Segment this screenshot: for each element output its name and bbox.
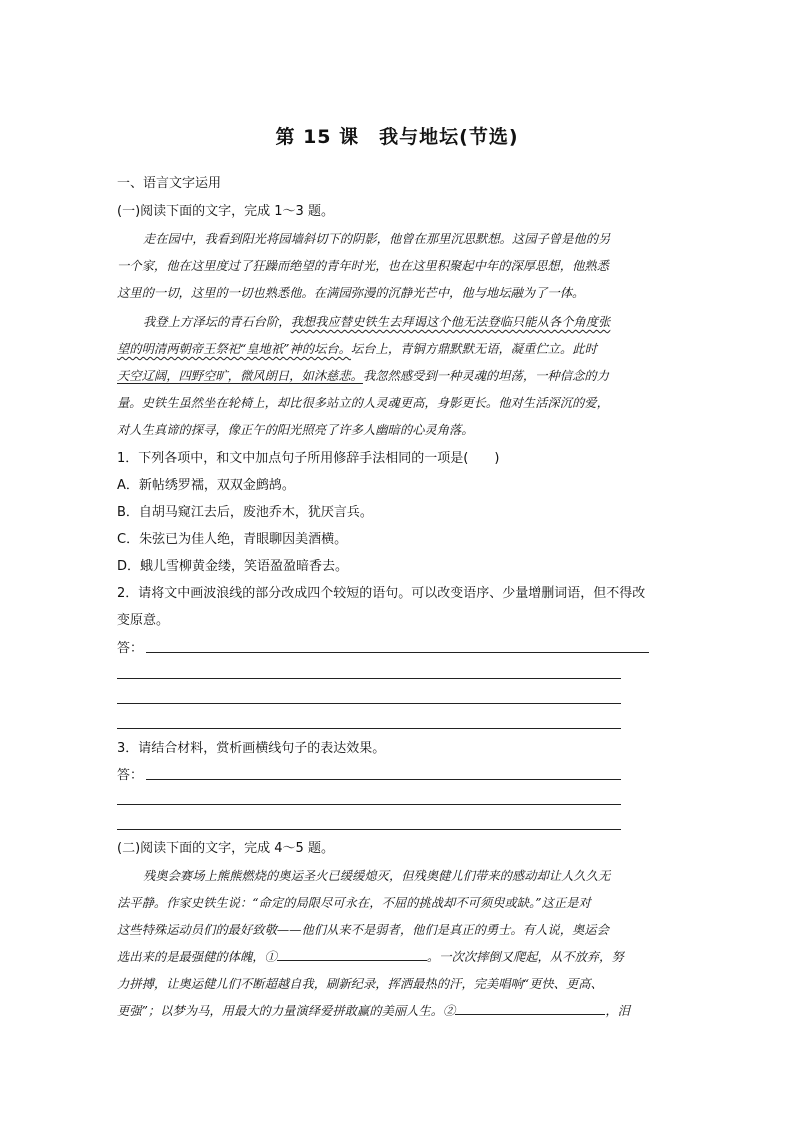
- option-d: D．蛾儿雪柳黄金缕，笑语盈盈暗香去。: [117, 559, 349, 574]
- plain-text: 更强”；以梦为马，用最大的力量演绎爱拼敢赢的美丽人生。②: [117, 1004, 456, 1018]
- page-title: 第 15 课 我与地坛(节选): [275, 126, 519, 148]
- passage-line: [117, 1001, 682, 1019]
- passage-line: [117, 947, 682, 965]
- passage-line: 一个家，他在这里度过了狂躁而绝望的青年时光，也在这里积聚起中年的深厚思想，他熟悉: [117, 259, 609, 273]
- option-c: C．朱弦已为佳人绝，青眼聊因美酒横。: [117, 532, 348, 547]
- answer-line[interactable]: [117, 804, 621, 805]
- fill-blank-2[interactable]: [455, 1003, 605, 1015]
- wavy-underlined-text: 我想我应替史铁生去拜谒这个他无法登临只能从各个角度张: [290, 315, 611, 329]
- passage-line: 力拼搏，让奥运健儿们不断超越自我，刷新纪录，挥洒最热的汗，完美唱响“更快、更高、: [117, 977, 603, 991]
- plain-text: 坛台上，青铜方鼎默默无语，凝重伫立。此时: [350, 342, 597, 356]
- plain-text: 我登上方泽坛的青石台阶，: [143, 315, 291, 329]
- plain-text: 我忽然感受到一种灵魂的坦荡，一种信念的力: [362, 369, 609, 383]
- passage-line: 法平静。作家史铁生说：“命定的局限尽可永在，不屈的挑战却不可须臾或缺。”这正是对: [117, 896, 591, 910]
- question-2-stem-cont: 变原意。: [117, 613, 170, 628]
- part1-intro: (一)阅读下面的文字，完成 1～3 题。: [117, 204, 334, 219]
- passage-line: [117, 339, 682, 357]
- question-1-stem: 1．下列各项中，和文中加点句子所用修辞手法相同的一项是( ): [117, 451, 500, 466]
- answer-line[interactable]: [117, 678, 621, 679]
- passage-line: [117, 312, 682, 330]
- wavy-underlined-text: 望的明清两朝帝王祭祀“皇地祇”神的坛台。: [117, 342, 351, 356]
- plain-text: 。一次次摔倒又爬起，从不放弃，努: [426, 950, 624, 964]
- question-2-stem: 2．请将文中画波浪线的部分改成四个较短的语句。可以改变语序、少量增删词语，但不得改: [117, 586, 646, 601]
- answer-line[interactable]: [146, 652, 649, 653]
- answer-line[interactable]: [146, 779, 621, 780]
- passage-line: 残奥会赛场上熊熊燃烧的奥运圣火已缓缓熄灭，但残奥健儿们带来的感动却让人久久无: [143, 869, 611, 883]
- answer-line[interactable]: [117, 829, 621, 830]
- underlined-text: 天空辽阔，四野空旷，微风朗日，如沐慈悲。: [117, 369, 363, 383]
- answer-label: 答：: [117, 768, 144, 783]
- passage-line: 走在园中，我看到阳光将园墙斜切下的阴影，他曾在那里沉思默想。这园子曾是他的另: [143, 232, 611, 246]
- plain-text: ，泪: [605, 1004, 630, 1018]
- answer-line[interactable]: [117, 728, 621, 729]
- option-a: A．新帖绣罗襦，双双金鹧鸪。: [117, 478, 295, 493]
- fill-blank-1[interactable]: [277, 949, 427, 961]
- passage-line: 这些特殊运动员们的最好致敬——他们从来不是弱者，他们是真正的勇士。有人说，奥运会: [117, 923, 609, 937]
- answer-label: 答：: [117, 641, 144, 656]
- option-b: B．自胡马窥江去后，废池乔木，犹厌言兵。: [117, 505, 373, 520]
- plain-text: 选出来的是最强健的体魄，①: [117, 950, 277, 964]
- part2-intro: (二)阅读下面的文字，完成 4～5 题。: [117, 841, 334, 856]
- question-3-stem: 3．请结合材料，赏析画横线句子的表达效果。: [117, 741, 386, 756]
- passage-line: [117, 366, 682, 384]
- passage-line: 这里的一切，这里的一切也熟悉他。在满园弥漫的沉静光芒中，他与地坛融为了一体。: [117, 286, 585, 300]
- section-heading: 一、语言文字运用: [117, 176, 222, 191]
- passage-line: 量。史铁生虽然坐在轮椅上，却比很多站立的人灵魂更高，身影更长。他对生活深沉的爱，: [117, 396, 609, 410]
- answer-line[interactable]: [117, 703, 621, 704]
- passage-line: 对人生真谛的探寻，像正午的阳光照亮了许多人幽暗的心灵角落。: [117, 423, 474, 437]
